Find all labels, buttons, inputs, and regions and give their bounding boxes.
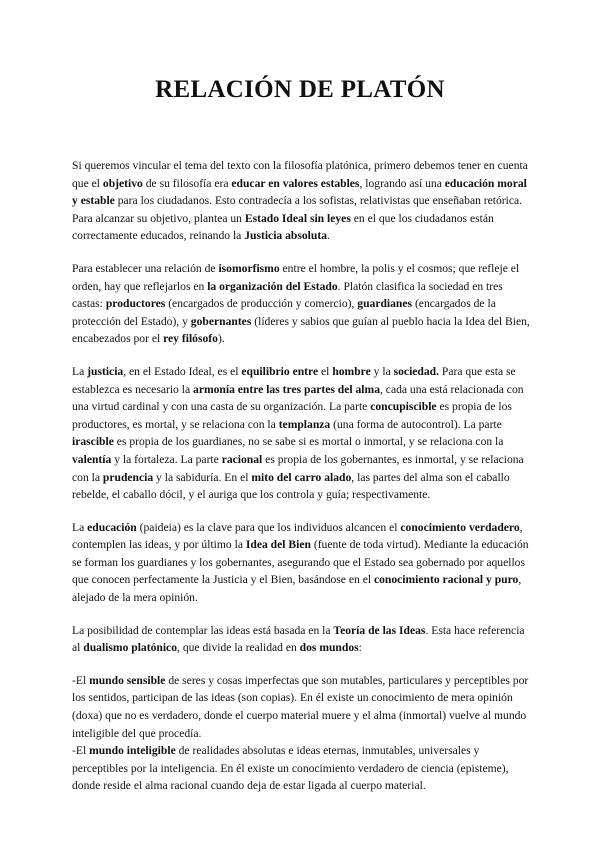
bold-term: hombre bbox=[332, 364, 371, 378]
bold-term: irascible bbox=[72, 435, 114, 449]
text-run: Si queremos vincular el tema del texto con la filosofía platónica, primero debemos tener en cuenta que el bbox=[72, 159, 528, 190]
text-run: , logrando así una bbox=[359, 176, 445, 190]
bold-term: mito del carro alado bbox=[251, 470, 352, 484]
text-run: (paideia) es la clave para que los individuos alcancen el bbox=[136, 520, 401, 534]
bold-term: la organización del Estado bbox=[207, 279, 338, 293]
text-run: -El bbox=[72, 744, 90, 758]
bold-term: racional bbox=[221, 452, 263, 466]
bold-term: justicia bbox=[87, 364, 124, 378]
text-run: Para que esta se establezca es necesario la bbox=[72, 364, 516, 396]
bold-term: educación bbox=[87, 520, 137, 534]
bold-term: Teoría de las Ideas bbox=[333, 623, 426, 637]
text-run: , alejado de la mera opinión. bbox=[72, 573, 522, 605]
text-run: de realidades absolutas e ideas eternas, inmutables, universales y perceptibles por la inteligencia. En él existe un conocimiento verdadero de ciencia (episteme), donde reside el alma racional cuando deja de estar ligada al cuerpo material. bbox=[72, 744, 509, 793]
bold-term: sociedad. bbox=[393, 364, 440, 378]
text-run: para los ciudadanos. Esto contradecía a los sofistas, relativistas que enseñaban retórica. Para alcanzar su objetivo, plantea un bbox=[72, 194, 523, 225]
paragraph-justice bbox=[72, 363, 534, 504]
text-run: La posibilidad de contemplar las ideas está basada en la bbox=[72, 623, 334, 637]
text-run: (encargados de la protección del Estado), y bbox=[72, 297, 496, 328]
bold-term: educación moral y estable bbox=[72, 176, 527, 208]
text-run: de seres y cosas imperfectas que son mutables, particulares y perceptibles por los sentidos, participan de las ideas (son copias). En él existe un conocimiento de mera opinión (doxa) que no es verdadero, donde el cuerpo material muere y el alma (inmortal) vuelve al mundo inteligible del que procedía. bbox=[72, 673, 529, 740]
text-run: , que divide la realidad en bbox=[177, 641, 300, 655]
bold-term: mundo sensible bbox=[89, 673, 166, 687]
bold-term: Idea del Bien bbox=[245, 538, 311, 552]
bold-term: isomorfismo bbox=[218, 261, 280, 275]
bold-term: gobernantes bbox=[190, 314, 252, 328]
paragraph-education bbox=[72, 519, 534, 607]
text-run: . Esta hace referencia al bbox=[72, 623, 525, 655]
bold-term: conocimiento verdadero bbox=[400, 520, 520, 534]
paragraph-sensible-world bbox=[72, 672, 534, 742]
text-run: en el que los ciudadanos están correctamente educados, reinando la bbox=[72, 211, 494, 243]
text-run: Para establecer una relación de bbox=[72, 261, 219, 275]
bold-term: educar en valores estables bbox=[231, 176, 360, 190]
text-run: La bbox=[72, 520, 88, 534]
bold-term: mundo inteligible bbox=[89, 744, 176, 758]
text-run: es propia de los productores, es mortal, y se relaciona con la bbox=[72, 400, 512, 431]
document-body bbox=[72, 157, 534, 795]
text-run: (fuente de toda virtud). Mediante la educación se forman los guardianes y los gobernantes, asegurando que el Estado sea gobernado por aquellos que conocen perfectamente la Justicia y el Bien, basándose en el bbox=[72, 538, 529, 587]
text-run: y la bbox=[370, 364, 394, 378]
text-run: . bbox=[327, 229, 330, 243]
text-run: y la sabiduría. En el bbox=[153, 470, 252, 484]
paragraph-intelligible-world bbox=[72, 742, 534, 795]
bold-term: objetivo bbox=[102, 176, 143, 190]
bold-term: conocimiento racional y puro bbox=[373, 573, 519, 587]
text-run: . Platón clasifica la sociedad en tres castas: bbox=[72, 279, 503, 311]
text-run: es propia de los guardianes, no se sabe si es mortal o inmortal, y se relaciona con la bbox=[113, 435, 504, 449]
paragraph-objective bbox=[72, 157, 534, 245]
bold-term: equilibrio entre bbox=[241, 364, 319, 378]
bold-term: valentía bbox=[72, 452, 112, 466]
text-run: -El bbox=[72, 673, 90, 687]
text-run: , cada una está relacionada con una virtud cardinal y con una casta de su organización. La parte bbox=[72, 382, 524, 414]
text-run: el bbox=[318, 364, 333, 378]
text-run: La bbox=[72, 364, 88, 378]
text-run: entre el hombre, la polis y el cosmos; que refleje el orden, hay que reflejarlos en bbox=[72, 261, 520, 293]
text-run: de su filosofía era bbox=[142, 176, 232, 190]
bold-term: rey filósofo bbox=[163, 332, 218, 346]
text-run: es propia de los gobernantes, es inmortal, y se relaciona con la bbox=[72, 452, 524, 484]
text-run: ). bbox=[217, 332, 225, 346]
bold-term: productores bbox=[105, 297, 166, 311]
bold-term: dos mundos bbox=[299, 641, 359, 655]
text-run: y la fortaleza. La parte bbox=[111, 452, 222, 466]
bold-term: dualismo platónico bbox=[83, 641, 178, 655]
text-run: , las partes del alma son el caballo rebelde, el caballo dócil, y el auriga que los controla y guía; respectivamente. bbox=[72, 470, 510, 502]
bold-term: templanza bbox=[278, 417, 331, 431]
paragraph-theory-of-ideas bbox=[72, 622, 534, 657]
bold-term: Estado Ideal sin leyes bbox=[244, 211, 351, 225]
bold-term: guardianes bbox=[357, 297, 413, 311]
text-run: : bbox=[358, 641, 362, 655]
text-run: , contemplen las ideas, y por último la bbox=[72, 520, 523, 552]
bold-term: prudencia bbox=[102, 470, 154, 484]
paragraph-isomorphism bbox=[72, 260, 534, 348]
page-title: RELACIÓN DE PLATÓN bbox=[155, 76, 445, 103]
text-run: , en el Estado Ideal, es el bbox=[123, 364, 242, 378]
bold-term: concupiscible bbox=[370, 400, 437, 414]
bold-term: Justicia absoluta bbox=[244, 229, 327, 243]
text-run: (encargados de producción y comercio), bbox=[165, 297, 358, 311]
text-run: (una forma de autocontrol). La parte bbox=[330, 417, 502, 431]
text-run: (líderes y sabios que guían al pueblo hacia la Idea del Bien, encabezados por el bbox=[72, 314, 530, 346]
bold-term: armonía entre las tres partes del alma bbox=[193, 382, 380, 396]
